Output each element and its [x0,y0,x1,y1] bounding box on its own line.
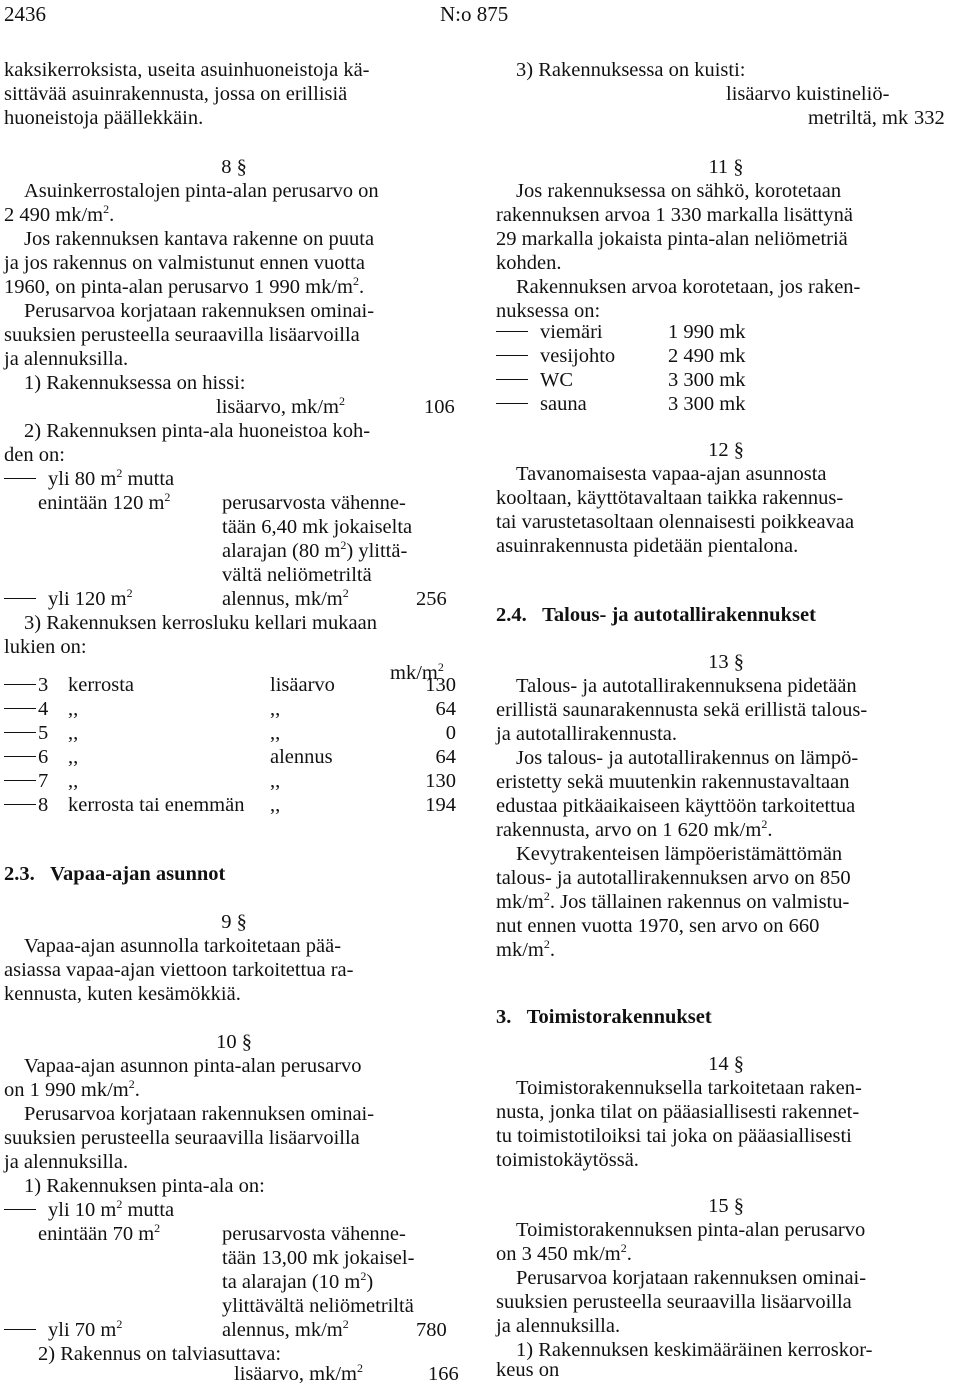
floor-label: kerrosta [68,674,135,696]
floor-value: 130 [425,674,456,696]
list-item: yli 10 $m^2$ mutta [4,1198,174,1222]
floor-number: 4 [38,698,49,720]
body-line: lukien on: [4,636,87,658]
body-line: ja alennuksilla. [4,348,129,370]
item-value: 1 990 mk [668,321,746,343]
issue-number: N:o 875 [440,2,509,26]
floor-number: 5 [38,722,49,744]
dash [496,331,528,332]
value: 780 [416,1319,447,1341]
body-line: 2) Rakennuksen pinta-ala huoneistoa koh- [24,420,371,442]
floor-kind: ,, [270,770,281,792]
body-line: 1) Rakennuksessa on hissi: [24,372,246,394]
page-number: 2436 [4,2,46,26]
body-line: ja autotallirakennusta. [496,723,678,745]
section-heading: 15 § [708,1195,744,1217]
body-line: lisäarvo, $mk/m^2$ [216,394,345,418]
dash [4,780,36,781]
section-title: 3. Toimistorakennukset [496,1006,712,1028]
body-line: vältä neliömetriltä [222,564,372,586]
body-line: Perusarvoa korjataan rakennuksen ominai- [516,1267,867,1289]
body-line: 29 markalla jokaista pinta-alan neliömetriä [496,228,848,250]
body-line: Kevytrakenteisen lämpöeristämättömän [516,843,843,865]
section-heading: 8 § [221,156,247,178]
section-heading: 14 § [708,1053,744,1075]
item-value: 3 300 mk [668,369,746,391]
body-line: kooltaan, käyttötavaltaan taikka rakennus- [496,487,844,509]
body-line: 3) Rakennuksessa on kuisti: [516,59,746,81]
body-line: Toimistorakennuksen pinta-alan perusarvo [516,1219,866,1241]
floor-number: 8 [38,794,49,816]
floor-label: ,, [68,698,79,720]
list-item: enintään 70 $m^2$ [38,1221,161,1245]
dash [4,708,36,709]
body-line: perusarvosta vähenne- [222,1223,406,1245]
floor-number: 3 [38,674,49,696]
body-line: Toimistorakennuksella tarkoitetaan raken- [516,1077,862,1099]
body-line: kohden. [496,252,562,274]
body-line: ja jos rakennus on valmistunut ennen vuotta [4,252,365,274]
body-line: Perusarvoa korjataan rakennuksen ominai- [24,1103,375,1125]
section-heading: 11 § [708,156,744,178]
body-line: Rakennuksen arvoa korotetaan, jos raken- [516,276,861,298]
floor-value: 194 [425,794,456,816]
body-line: tään 6,40 mk jokaiselta [222,516,413,538]
body-line: Perusarvoa korjataan rakennuksen ominai- [24,300,375,322]
body-line: on 1 990 $mk/m^2$. [4,1077,140,1101]
body-line: 1960, on pinta-alan perusarvo 1 990 $mk/m^2$. [4,274,365,298]
floor-value: 64 [435,698,456,720]
body-line: lisäarvo, $mk/m^2$ [234,1361,363,1385]
dash [4,756,36,757]
body-line: Asuinkerrostalojen pinta-alan perusarvo on [24,180,379,202]
body-line: keus on [496,1359,560,1381]
dash [4,804,36,805]
item-label: WC [496,368,573,392]
value: 106 [424,396,455,418]
body-line: kaksikerroksista, useita asuinhuoneistoja kä- [4,59,370,81]
body-line: ylittävältä neliömetriltä [222,1295,414,1317]
dash [496,379,528,380]
value: 166 [428,1363,459,1385]
body-line: ta alarajan (10 $m^2$) [222,1269,374,1293]
floor-kind: alennus [270,746,333,768]
floor-kind: ,, [270,722,281,744]
body-line: suuksien perusteella seuraavilla lisäarvoilla [4,324,360,346]
body-line: alennus, $mk/m^2$ [222,586,349,610]
list-item: enintään 120 $m^2$ [38,490,171,514]
body-line: Tavanomaisesta vapaa-ajan asunnosta [516,463,827,485]
body-line: Jos rakennuksen kantava rakenne on puuta [24,228,375,250]
body-line: $mk/m^2$. Jos tällainen rakennus on valmistu- [496,889,850,913]
floor-kind: ,, [270,698,281,720]
body-line: toimistokäytössä. [496,1149,639,1171]
body-line: nut ennen vuotta 1970, sen arvo on 660 [496,915,820,937]
body-line: Jos rakennuksessa on sähkö, korotetaan [516,180,842,202]
value: 256 [416,588,447,610]
floor-number: 7 [38,770,49,792]
body-line: perusarvosta vähenne- [222,492,406,514]
body-line: suuksien perusteella seuraavilla lisäarvoilla [4,1127,360,1149]
floor-label: ,, [68,746,79,768]
unit-label: $mk/m^2$ [390,660,444,684]
item-label: vesijohto [496,344,615,368]
body-line: 3) Rakennuksen kerrosluku kellari mukaan [24,612,377,634]
body-line: tai varustetasoltaan olennaisesti poikkeavaa [496,511,855,533]
body-line: Vapaa-ajan asunnon pinta-alan perusarvo [24,1055,362,1077]
floor-label: ,, [68,770,79,792]
body-line: talous- ja autotallirakennuksen arvo on 850 [496,867,851,889]
list-item: yli 70 $m^2$ [4,1318,122,1342]
body-line: 1) Rakennuksen keskimääräinen kerroskor- [516,1339,873,1361]
body-line: asiassa vapaa-ajan viettoon tarkoitettua ra- [4,959,354,981]
floor-value: 130 [425,770,456,792]
section-heading: 12 § [708,439,744,461]
floor-label: kerrosta tai enemmän [68,794,245,816]
body-line: eristetty sekä muutenkin rakennustavaltaan [496,771,850,793]
dash [4,732,36,733]
body-line: Vapaa-ajan asunnolla tarkoitetaan pää- [24,935,342,957]
body-line: rakennusta, arvo on 1 620 $mk/m^2$. [496,817,773,841]
body-line: alarajan (80 $m^2$) ylittä- [222,538,408,562]
body-line: suuksien perusteella seuraavilla lisäarvoilla [496,1291,852,1313]
body-line: alennus, $mk/m^2$ [222,1317,349,1341]
item-label: viemäri [496,320,603,344]
section-title: 2.4. Talous- ja autotallirakennukset [496,604,816,626]
floor-number: 6 [38,746,49,768]
section-heading: 13 § [708,651,744,673]
section-title: 2.3. Vapaa-ajan asunnot [4,863,226,885]
body-line: edustaa pitkäaikaiseen käyttöön tarkoitettua [496,795,856,817]
value: 332 [914,107,945,129]
dash [4,1329,36,1330]
body-line: nuksessa on: [496,300,601,322]
body-line: 1) Rakennuksen pinta-ala on: [24,1175,265,1197]
body-line: lisäarvo kuistineliö- [726,83,890,105]
dash [4,598,36,599]
item-value: 3 300 mk [668,393,746,415]
body-line: den on: [4,444,65,466]
dash [496,403,528,404]
dash [4,1209,36,1210]
floor-kind: ,, [270,794,281,816]
floor-kind: lisäarvo [270,674,335,696]
body-line: ja alennuksilla. [496,1315,621,1337]
dash [496,355,528,356]
floor-label: ,, [68,722,79,744]
item-value: 2 490 mk [668,345,746,367]
body-line: asuinrakennusta pidetään pientalona. [496,535,799,557]
body-line: sittävää asuinrakennusta, jossa on erillisiä [4,83,348,105]
dash [4,478,36,479]
body-line: kennusta, kuten kesämökkiä. [4,983,241,1005]
body-line: 2) Rakennus on talviasuttava: [38,1343,282,1365]
list-item: yli 120 $m^2$ [4,587,133,611]
body-line: Jos talous- ja autotallirakennus on lämpö- [516,747,859,769]
body-line: Talous- ja autotallirakennuksena pidetään [516,675,857,697]
body-line: tään 13,00 mk jokaisel- [222,1247,415,1269]
section-heading: 10 § [216,1031,252,1053]
body-line: $mk/m^2$. [496,937,555,961]
body-line: huoneistoja päällekkäin. [4,107,204,129]
floor-value: 0 [445,722,456,744]
body-line: nusta, jonka tilat on pääasiallisesti rakennet- [496,1101,860,1123]
dash [4,684,36,685]
body-line: on 3 450 $mk/m^2$. [496,1241,632,1265]
body-line: erillistä saunarakennusta sekä erillistä talous- [496,699,868,721]
body-line: ja alennuksilla. [4,1151,129,1173]
section-heading: 9 § [221,911,247,933]
body-line: tu toimistotiloiksi tai joka on pääasiallisesti [496,1125,852,1147]
body-line: rakennuksen arvoa 1 330 markalla lisättynä [496,204,853,226]
floor-value: 64 [435,746,456,768]
list-item: yli 80 $m^2$ mutta [4,467,174,491]
body-line: 2 490 $mk/m^2$. [4,202,115,226]
item-label: sauna [496,392,587,416]
body-line: metriltä, mk [808,107,909,129]
